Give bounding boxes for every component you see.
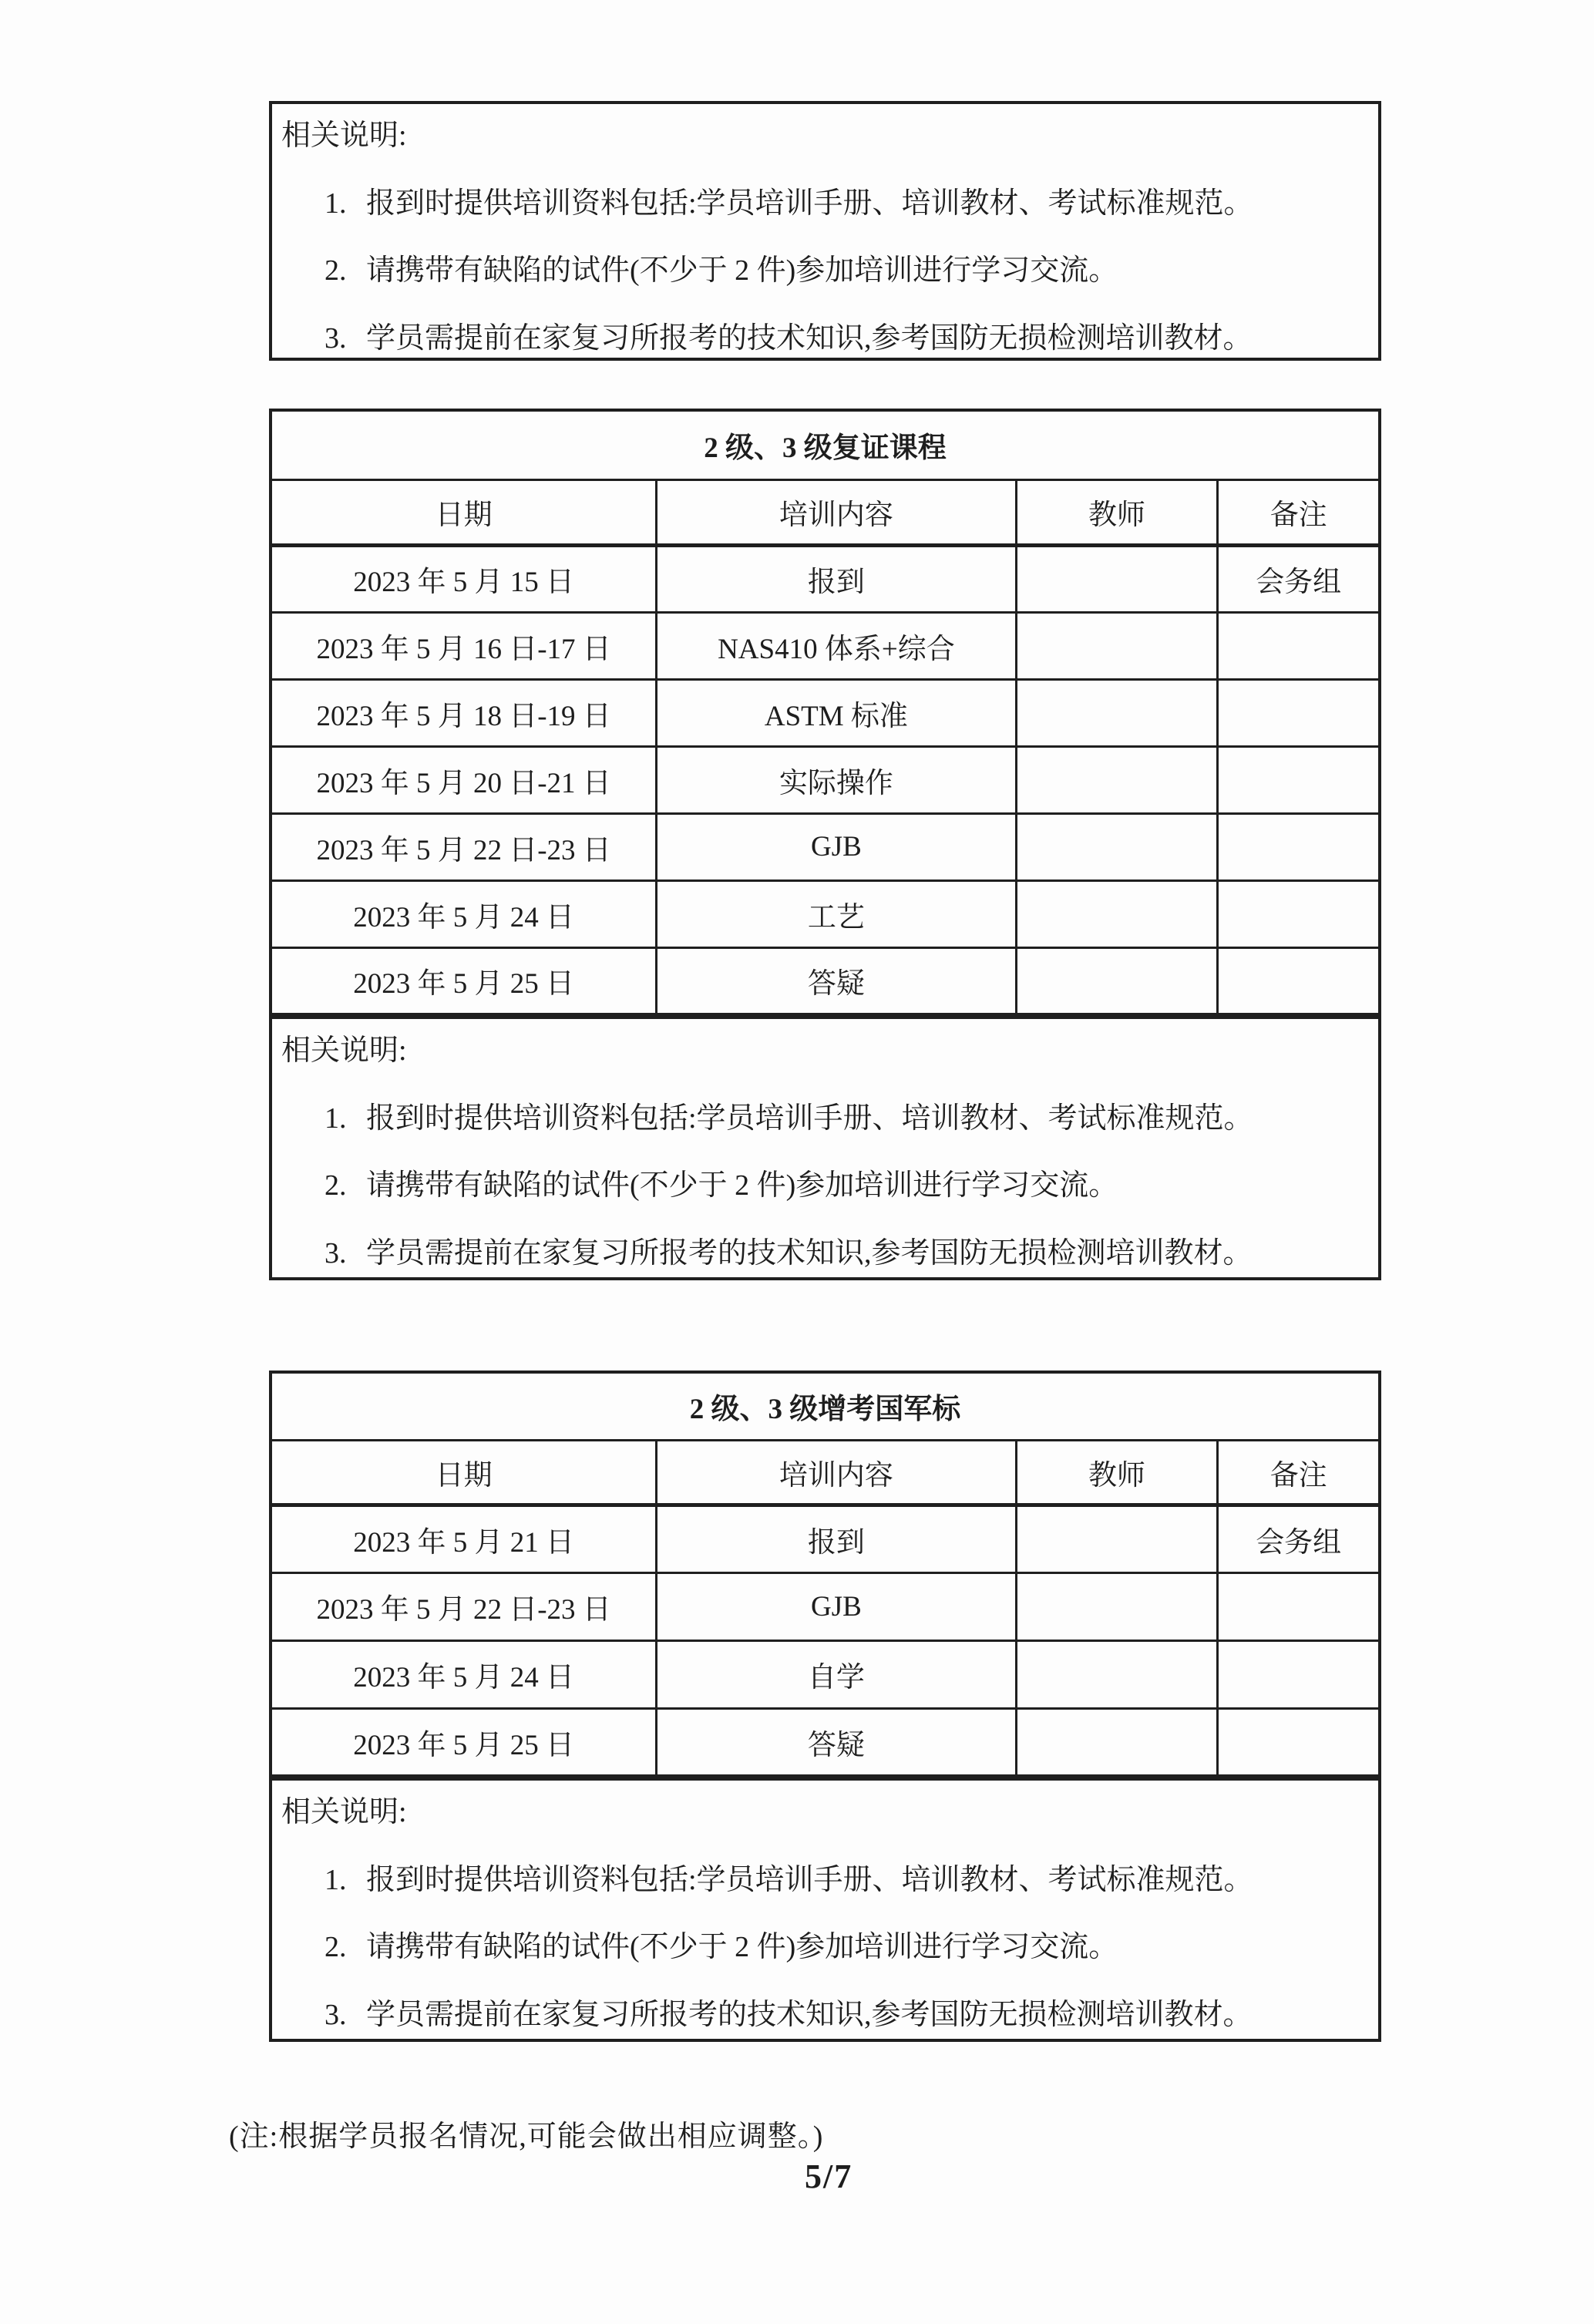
teacher-cell bbox=[1016, 545, 1218, 612]
table-row bbox=[271, 1505, 1380, 1572]
teacher-cell bbox=[1016, 880, 1218, 947]
teacher-cell bbox=[1016, 1708, 1218, 1776]
content-cell: ASTM 标准 bbox=[657, 679, 1016, 746]
date-cell: 2023 年 5 月 18 日-19 日 bbox=[271, 679, 657, 746]
notes-box-recert bbox=[269, 1016, 1381, 1280]
note-item-text: 报到时提供培训资料包括:学员培训手册、培训教材、考试标准规范。 bbox=[366, 187, 1253, 220]
teacher-cell bbox=[1016, 947, 1218, 1014]
note-cell bbox=[1218, 813, 1380, 880]
teacher-cell bbox=[1016, 1572, 1218, 1640]
note-cell: 会务组 bbox=[1218, 545, 1380, 612]
note-item-number: 3. bbox=[325, 322, 347, 355]
table-row bbox=[271, 880, 1380, 947]
note-cell bbox=[1218, 746, 1380, 813]
header-teacher: 教师 bbox=[1016, 1440, 1218, 1505]
note-item-number: 2. bbox=[325, 1169, 347, 1202]
table-title: 2 级、3 级复证课程 bbox=[271, 410, 1380, 479]
note-item-text: 学员需提前在家复习所报考的技术知识,参考国防无损检测培训教材。 bbox=[366, 1237, 1253, 1270]
teacher-cell bbox=[1016, 612, 1218, 679]
table-title-row bbox=[271, 410, 1380, 479]
table-row bbox=[271, 545, 1380, 612]
table-row bbox=[271, 746, 1380, 813]
date-cell: 2023 年 5 月 20 日-21 日 bbox=[271, 746, 657, 813]
note-item-text: 请携带有缺陷的试件(不少于 2 件)参加培训进行学习交流。 bbox=[366, 1169, 1118, 1202]
note-item-text: 学员需提前在家复习所报考的技术知识,参考国防无损检测培训教材。 bbox=[366, 1999, 1253, 2032]
date-cell: 2023 年 5 月 24 日 bbox=[271, 1640, 657, 1708]
note-item bbox=[325, 1169, 1360, 1203]
date-cell: 2023 年 5 月 25 日 bbox=[271, 1708, 657, 1776]
notes-title: 相关说明: bbox=[281, 1034, 407, 1067]
teacher-cell bbox=[1016, 813, 1218, 880]
adjustment-note: (注:根据学员报名情况,可能会做出相应调整。) bbox=[229, 2121, 824, 2153]
note-item-number: 3. bbox=[325, 1237, 347, 1270]
notes-box-top bbox=[269, 101, 1381, 361]
teacher-cell bbox=[1016, 679, 1218, 746]
page-number: 5/7 bbox=[805, 2158, 853, 2195]
date-cell: 2023 年 5 月 16 日-17 日 bbox=[271, 612, 657, 679]
note-item-text: 请携带有缺陷的试件(不少于 2 件)参加培训进行学习交流。 bbox=[366, 1931, 1118, 1964]
header-content: 培训内容 bbox=[657, 479, 1016, 545]
notes-title: 相关说明: bbox=[281, 119, 407, 152]
teacher-cell bbox=[1016, 1640, 1218, 1708]
content-cell: 报到 bbox=[657, 1505, 1016, 1572]
teacher-cell bbox=[1016, 746, 1218, 813]
header-content: 培训内容 bbox=[657, 1440, 1016, 1505]
notes-title: 相关说明: bbox=[281, 1796, 407, 1828]
table-row bbox=[271, 1572, 1380, 1640]
note-item-number: 2. bbox=[325, 254, 347, 288]
content-cell: 自学 bbox=[657, 1640, 1016, 1708]
recert-course-section bbox=[269, 409, 1381, 1280]
table-row bbox=[271, 1708, 1380, 1776]
note-item-number: 2. bbox=[325, 1931, 347, 1964]
note-item-text: 学员需提前在家复习所报考的技术知识,参考国防无损检测培训教材。 bbox=[366, 322, 1253, 355]
note-cell bbox=[1218, 612, 1380, 679]
note-item bbox=[325, 1102, 1360, 1136]
note-item bbox=[325, 187, 1360, 221]
content-cell: 答疑 bbox=[657, 1708, 1016, 1776]
gjb-exam-section bbox=[269, 1371, 1381, 2042]
note-item-number: 1. bbox=[325, 187, 347, 220]
header-note: 备注 bbox=[1218, 1440, 1380, 1505]
table-header-row bbox=[271, 1440, 1380, 1505]
content-cell: GJB bbox=[657, 1572, 1016, 1640]
note-item bbox=[325, 1864, 1360, 1898]
note-item bbox=[325, 1237, 1360, 1271]
note-item-text: 报到时提供培训资料包括:学员培训手册、培训教材、考试标准规范。 bbox=[366, 1863, 1253, 1896]
note-item bbox=[325, 1999, 1360, 2033]
date-cell: 2023 年 5 月 22 日-23 日 bbox=[271, 813, 657, 880]
note-item-text: 报到时提供培训资料包括:学员培训手册、培训教材、考试标准规范。 bbox=[366, 1101, 1253, 1135]
header-date: 日期 bbox=[271, 479, 657, 545]
header-date: 日期 bbox=[271, 1440, 657, 1505]
content-cell: 实际操作 bbox=[657, 746, 1016, 813]
table-title: 2 级、3 级增考国军标 bbox=[271, 1372, 1380, 1440]
note-cell bbox=[1218, 1640, 1380, 1708]
note-item bbox=[325, 254, 1360, 288]
date-cell: 2023 年 5 月 24 日 bbox=[271, 880, 657, 947]
content-cell: 报到 bbox=[657, 545, 1016, 612]
content-cell: GJB bbox=[657, 813, 1016, 880]
date-cell: 2023 年 5 月 22 日-23 日 bbox=[271, 1572, 657, 1640]
table-row bbox=[271, 813, 1380, 880]
note-item bbox=[325, 322, 1360, 356]
table-row bbox=[271, 947, 1380, 1014]
date-cell: 2023 年 5 月 25 日 bbox=[271, 947, 657, 1014]
header-note: 备注 bbox=[1218, 479, 1380, 545]
table-row bbox=[271, 679, 1380, 746]
content-cell: NAS410 体系+综合 bbox=[657, 612, 1016, 679]
table-row bbox=[271, 1640, 1380, 1708]
content-cell: 答疑 bbox=[657, 947, 1016, 1014]
table-row bbox=[271, 612, 1380, 679]
content-cell: 工艺 bbox=[657, 880, 1016, 947]
note-cell bbox=[1218, 947, 1380, 1014]
table-header-row bbox=[271, 479, 1380, 545]
date-cell: 2023 年 5 月 15 日 bbox=[271, 545, 657, 612]
note-item bbox=[325, 1931, 1360, 1965]
note-cell: 会务组 bbox=[1218, 1505, 1380, 1572]
note-cell bbox=[1218, 679, 1380, 746]
date-cell: 2023 年 5 月 21 日 bbox=[271, 1505, 657, 1572]
table-title-row bbox=[271, 1372, 1380, 1440]
note-item-number: 1. bbox=[325, 1863, 347, 1896]
note-item-number: 3. bbox=[325, 1999, 347, 2032]
note-cell bbox=[1218, 1708, 1380, 1776]
gjb-exam-table bbox=[269, 1371, 1381, 1777]
teacher-cell bbox=[1016, 1505, 1218, 1572]
note-item-text: 请携带有缺陷的试件(不少于 2 件)参加培训进行学习交流。 bbox=[366, 254, 1118, 288]
note-cell bbox=[1218, 1572, 1380, 1640]
notes-box-gjb bbox=[269, 1777, 1381, 2042]
header-teacher: 教师 bbox=[1016, 479, 1218, 545]
note-item-number: 1. bbox=[325, 1101, 347, 1135]
recert-course-table bbox=[269, 409, 1381, 1016]
note-cell bbox=[1218, 880, 1380, 947]
